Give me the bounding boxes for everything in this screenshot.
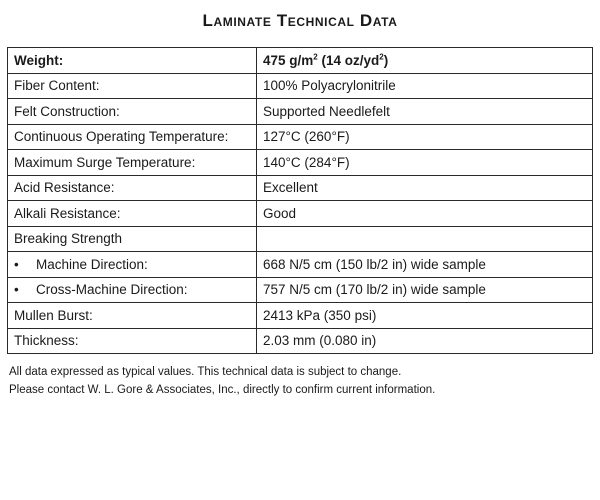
footnote-line: Please contact W. L. Gore & Associates, Inc., directly to confirm current information. [9,384,436,396]
row-label: Breaking Strength [8,226,257,252]
table-row-breaking-strength [8,226,593,252]
row-label: • Cross-Machine Direction: [8,277,257,303]
row-label: • Machine Direction: [8,252,257,278]
row-label: Alkali Resistance: [8,201,257,227]
table-row-weight [8,48,593,74]
table-row-mullen-burst [8,303,593,329]
table-row-acid-resistance [8,175,593,201]
row-label: Maximum Surge Temperature: [8,150,257,176]
row-label: Continuous Operating Temperature: [8,124,257,150]
row-value: Supported Needlefelt [257,99,593,125]
row-value: 668 N/5 cm (150 lb/2 in) wide sample [257,252,593,278]
row-value: Excellent [257,175,593,201]
table-row-surge-temp [8,150,593,176]
row-value: Good [257,201,593,227]
document-title: Laminate Technical Data [202,11,398,30]
table-row-felt-construction [8,99,593,125]
footnotes [9,363,435,399]
row-value: 2413 kPa (350 psi) [257,303,593,329]
row-value: 475 $g/m^2$ (14 $oz/yd^2$) [257,48,593,74]
table-row-machine-direction [8,252,593,278]
laminate-data-table [7,47,593,354]
row-label: Thickness: [8,328,257,354]
row-label: Acid Resistance: [8,175,257,201]
row-label: Mullen Burst: [8,303,257,329]
table-row-thickness [8,328,593,354]
table-row-cross-machine-direction [8,277,593,303]
row-label: Fiber Content: [8,73,257,99]
row-value: 757 N/5 cm (170 lb/2 in) wide sample [257,277,593,303]
footnote-line: All data expressed as typical values. This technical data is subject to change. [9,366,402,378]
bullet-icon: • [14,256,19,272]
table-row-alkali-resistance [8,201,593,227]
row-value: 2.03 mm (0.080 in) [257,328,593,354]
table-row-continuous-temp [8,124,593,150]
row-value: 140°C (284°F) [257,150,593,176]
row-value [257,226,593,252]
row-label: Weight: [8,48,257,74]
row-label: Felt Construction: [8,99,257,125]
row-value: 100% Polyacrylonitrile [257,73,593,99]
table-row-fiber-content [8,73,593,99]
bullet-icon: • [14,282,19,298]
row-value: 127°C (260°F) [257,124,593,150]
